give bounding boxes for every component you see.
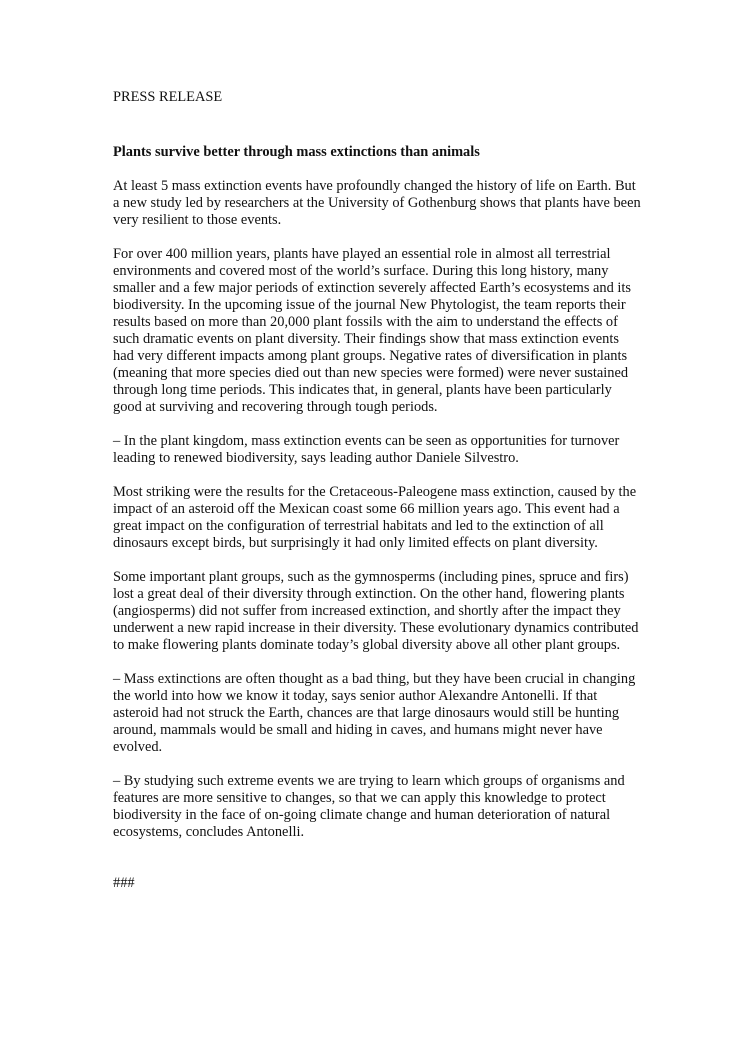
- end-mark: ###: [113, 875, 135, 891]
- document-label: PRESS RELEASE: [113, 89, 223, 105]
- headline: Plants survive better through mass extinctions than animals: [113, 144, 480, 160]
- document-page: [113, 89, 643, 892]
- paragraph-quote-silvestro: – In the plant kingdom, mass extinction events can be seen as opportunities for turnover leading to renewed biodiversity, says leading author Daniele Silvestro.: [113, 433, 620, 466]
- paragraph-conclusion: – By studying such extreme events we are trying to learn which groups of organisms and features are more sensitive to changes, so that we can apply this knowledge to protect biodiversity in the face of on-going climate change and human deterioration of natural ecosystems, concludes Antonelli.: [113, 773, 625, 840]
- paragraph-cretaceous: Most striking were the results for the Cretaceous-Paleogene mass extinction, caused by the impact of an asteroid off the Mexican coast some 66 million years ago. This event had a great impact on the configuration of terrestrial habitats and led to the extinction of all dinosaurs except birds, but surprisingly it had only limited effects on plant diversity.: [113, 484, 637, 551]
- paragraph-intro: At least 5 mass extinction events have profoundly changed the history of life on Earth. But a new study led by researchers at the University of Gothenburg shows that plants have been very resilient to those events.: [113, 178, 641, 228]
- paragraph-quote-antonelli: – Mass extinctions are often thought as a bad thing, but they have been crucial in changing the world into how we know it today, says senior author Alexandre Antonelli. If that asteroid had not struck the Earth, chances are that large dinosaurs would still be hunting around, mammals would be small and hiding in caves, and humans might never have evolved.: [113, 671, 636, 755]
- paragraph-plant-groups: Some important plant groups, such as the gymnosperms (including pines, spruce and firs) lost a great deal of their diversity through extinction. On the other hand, flowering plants (angiosperms) did not suffer from increased extinction, and shortly after the impact they underwent a new rapid increase in their diversity. These evolutionary dynamics contributed to make flowering plants dominate today’s global diversity above all other plant groups.: [113, 569, 639, 653]
- paragraph-history: For over 400 million years, plants have played an essential role in almost all terrestrial environments and covered most of the world’s surface. During this long history, many smaller and a few major periods of extinction severely affected Earth’s ecosystems and its biodiversity. In the upcoming issue of the journal New Phytologist, the team reports their results based on more than 20,000 plant fossils with the aim to understand the effects of such dramatic events on plant diversity. Their findings show that mass extinction events had very different impacts among plant groups. Negative rates of diversification in plants (meaning that more species died out than new species were formed) were never sustained through long time periods. This indicates that, in general, plants have been particularly good at surviving and recovering through tough periods.: [113, 246, 632, 415]
